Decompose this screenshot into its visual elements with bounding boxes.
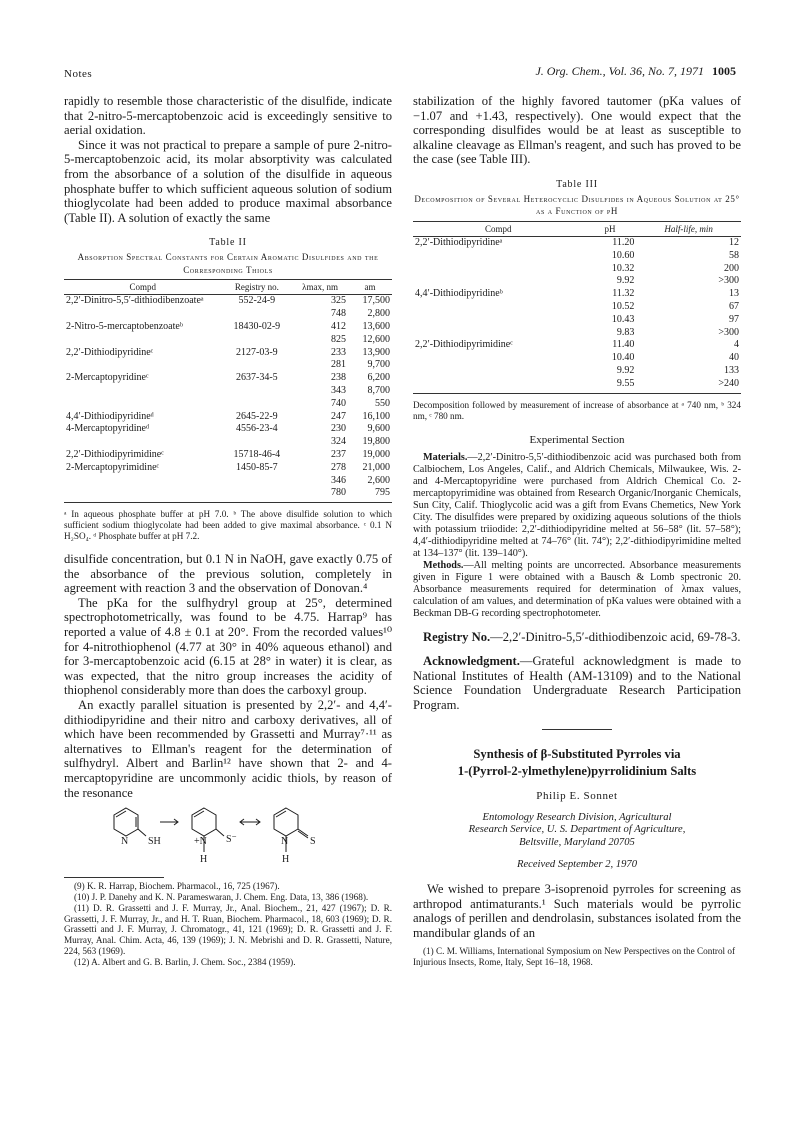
structure-label: S⁻	[226, 834, 237, 846]
table-cell	[221, 475, 292, 488]
table-cell	[413, 314, 584, 327]
table-cell: 19,800	[362, 436, 390, 448]
registry-paragraph	[413, 630, 741, 645]
reference-item: (12) A. Albert and G. B. Barlin, J. Chem. Soc., 2384 (1959).	[74, 956, 296, 967]
materials-text: —2,2′-Dinitro-5,5′-dithiodibenzoic acid was purchased both from Calbiochem, Los Angeles, Calif., and Aldrich Chemicals, Milwaukee, Wis. 2- and 4-Mercaptopyridine were purchased from Aldrich Chemical Co. 2-mercaptopyrimidine was obtained from Research Organic/Inorganic Chemicals, Sun City, Calif. Thioglycolic acid was a gift from Evans Chemetics, New York City. The disulfides were prepared by oxidizing aqueous solutions of the thiols with potassium triiodide: 2,2′-dithiodipyridine melted at 56–58° (lit. 57–58°); 4,4′-dithiodipyridine melted at 74–76° (lit. 74°); 2,2′-dithiodipyrimidine melted at 134–137° (lit. 139–140°).	[413, 451, 741, 559]
table-cell: 16,100	[362, 410, 390, 422]
affiliation-line: Entomology Research Division, Agricultural	[482, 811, 672, 823]
table-row	[64, 475, 392, 488]
table-row	[413, 365, 741, 378]
received-date: Received September 2, 1970	[516, 859, 637, 870]
table-cell	[64, 308, 221, 321]
table-cell	[64, 334, 221, 347]
section-heading-experimental: Experimental Section	[529, 433, 625, 446]
running-head-section: Notes	[64, 68, 93, 80]
table-cell: 2-Mercaptopyrimidineᶜ	[66, 461, 160, 473]
table-cell: 2637-34-5	[236, 372, 278, 384]
table-cell: 4,4′-Dithiodipyridineᵇ	[415, 288, 503, 300]
table-cell: 10.52	[611, 300, 635, 312]
table-cell	[413, 275, 584, 288]
author-name: Philip E. Sonnet	[536, 789, 618, 802]
registry-text: —2,2′-Dinitro-5,5′-dithiodibenzoic acid, 69-78-3.	[490, 629, 741, 644]
table-row	[413, 263, 741, 276]
column-header: am	[348, 280, 392, 295]
acknowledgment-paragraph	[413, 654, 741, 712]
resonance-structures	[64, 800, 392, 875]
table-header-row	[413, 221, 741, 236]
table-row	[413, 250, 741, 263]
table-cell	[413, 250, 584, 263]
table-row	[64, 449, 392, 462]
methods-paragraph	[413, 560, 741, 620]
table-row	[64, 334, 392, 347]
materials-paragraph	[413, 452, 741, 560]
paragraph: Since it was not practical to prepare a sample of pure 2-nitro-5-mercaptobenzoic acid, its molar absorptivity was calculated from the absorbance of a solution of the disulfide in aqueous phosphate buffer to which sufficient aqueous solution of sodium thioglycolate had been added to produce maximal absorbance (Table II). A solution of exactly the same	[64, 137, 392, 225]
table-row	[64, 308, 392, 321]
table-cell: 9.92	[616, 275, 635, 287]
structure-label: H	[282, 854, 290, 866]
table-cell: 748	[330, 308, 346, 320]
table-cell	[64, 398, 221, 411]
table-2-footnote: ᵃ In aqueous phosphate buffer at pH 7.0. ᵇ The above disulfide solution to which sufficient sodium thioglycolate had been added to give maximal absorbance. ᶜ 0.1 N H₂SO₄. ᵈ Phosphate buffer at pH 7.2.	[64, 509, 392, 542]
table-cell	[64, 359, 221, 372]
table-row	[64, 436, 392, 449]
table-cell: 2,2′-Dithiodipyridineᵃ	[415, 236, 503, 248]
table-row	[64, 487, 392, 500]
table-cell: 2,2′-Dithiodipyrimidineᶜ	[66, 448, 164, 460]
table-cell: >300	[718, 326, 739, 338]
table-cell: 10.40	[611, 352, 635, 364]
table-cell: 4-Mercaptopyridineᵈ	[66, 423, 150, 435]
table-cell: 2,800	[367, 308, 390, 320]
table-cell: 13,600	[362, 320, 390, 332]
table-cell: 58	[729, 249, 739, 261]
table-cell	[221, 385, 292, 398]
affiliation	[413, 812, 741, 850]
table-cell: 230	[330, 423, 346, 435]
table-2-bottom-rule	[64, 502, 392, 503]
table-cell: 15718-46-4	[233, 448, 281, 460]
structure-label: SH	[148, 836, 161, 848]
table-cell: >240	[718, 377, 739, 389]
table-cell: 200	[724, 262, 739, 274]
article-title	[413, 746, 741, 780]
article-separator	[542, 729, 612, 730]
table-cell: 1450-85-7	[236, 461, 278, 473]
table-cell	[413, 263, 584, 276]
column-header: Compd	[413, 221, 584, 236]
table-cell	[221, 308, 292, 321]
table-cell: 2,2′-Dinitro-5,5′-dithiodibenzoateᵃ	[66, 295, 204, 307]
table-cell: 10.32	[611, 262, 635, 274]
table-row	[64, 398, 392, 411]
table-row	[64, 295, 392, 308]
table-cell: 9,600	[367, 423, 390, 435]
table-cell: 2127-03-9	[236, 346, 278, 358]
table-cell: 9.92	[616, 364, 635, 376]
table-row	[413, 288, 741, 301]
table-cell: 412	[330, 320, 346, 332]
right-column	[413, 94, 741, 968]
table-cell	[64, 385, 221, 398]
reference-item: (10) J. P. Danehy and K. N. Parameswaran, J. Chem. Eng. Data, 13, 386 (1968).	[74, 891, 369, 902]
column-header: pH	[584, 221, 637, 236]
table-row	[64, 462, 392, 475]
table-cell	[413, 352, 584, 365]
journal-citation: J. Org. Chem., Vol. 36, No. 7, 1971	[535, 64, 704, 78]
table-cell: 11.32	[612, 288, 635, 300]
table-cell: 325	[330, 295, 346, 307]
table-cell: 97	[729, 313, 739, 325]
methods-label: Methods.	[423, 559, 464, 571]
table-cell	[413, 378, 584, 391]
table-cell: 247	[330, 410, 346, 422]
table-cell: 11.20	[612, 236, 635, 248]
table-cell	[221, 398, 292, 411]
table-cell: >300	[718, 275, 739, 287]
pyridine-ring	[114, 808, 138, 836]
table-row	[64, 359, 392, 372]
table-3-footnote: Decomposition followed by measurement of increase of absorbance at ᵃ 740 nm, ᵇ 324 nm, ᶜ 780 nm.	[413, 399, 741, 421]
table-cell: 281	[330, 359, 346, 371]
paragraph: An exactly parallel situation is presented by 2,2′- and 4,4′-dithiodipyridine and their nitro and carboxy derivatives, all of which have been recommended by Grassetti and Murray⁷·¹¹ as alternatives to Ellman's reagent for the determination of sulfhydryl. Albert and Barlin¹² have shown that 2- and 4-mercaptopyridine are uncommonly acidic thiols, by reason of the resonance	[64, 698, 392, 800]
table-cell: 4	[734, 339, 739, 351]
table-cell	[221, 436, 292, 449]
table-cell	[64, 475, 221, 488]
table-cell: 17,500	[362, 295, 390, 307]
table-cell: 13	[729, 288, 739, 300]
table-cell: 2-Nitro-5-mercaptobenzoateᵇ	[66, 320, 183, 332]
table-cell: 9.83	[616, 326, 635, 338]
table-cell: 21,000	[362, 461, 390, 473]
table-cell: 825	[330, 333, 346, 345]
table-row	[64, 411, 392, 424]
table-cell: 2,2′-Dithiodipyrimidineᶜ	[415, 339, 513, 351]
structure-label: H	[200, 854, 208, 866]
table-3-bottom-rule	[413, 393, 741, 394]
table-row	[413, 236, 741, 249]
registry-label: Registry No.	[423, 629, 491, 644]
table-cell: 238	[330, 372, 346, 384]
table-3	[413, 221, 741, 391]
table-row	[64, 372, 392, 385]
article-title-line: Synthesis of β-Substituted Pyrroles via	[473, 746, 681, 761]
column-header: Compd	[64, 280, 221, 295]
structure-label: N	[281, 836, 289, 848]
table-2	[64, 279, 392, 500]
table-row	[413, 314, 741, 327]
table-cell: 237	[330, 448, 346, 460]
table-cell: 343	[330, 384, 346, 396]
acknowledgment-label: Acknowledgment.	[423, 654, 520, 669]
affiliation-line: Research Service, U. S. Department of Agriculture,	[468, 824, 686, 835]
table-row	[64, 347, 392, 360]
table-cell	[221, 334, 292, 347]
paragraph: stabilization of the highly favored tautomer (pKa values of −1.07 and +1.43, respectively). One would expect that the corresponding disulfides would be at least as susceptible to alkaline cleavage as Ellman's reagent, and such has proved to be the case (see Table III).	[413, 94, 741, 167]
table-row	[64, 423, 392, 436]
left-column	[64, 94, 392, 968]
structure-label: S	[310, 836, 316, 848]
table-row	[413, 301, 741, 314]
page-number: 1005	[712, 64, 736, 78]
table-cell: 18430-02-9	[233, 320, 281, 332]
reference-list	[64, 881, 392, 967]
table-cell: 6,200	[367, 372, 390, 384]
column-header: Half-life, min	[636, 221, 741, 236]
column-header: Registry no.	[221, 280, 292, 295]
footnote-rule	[64, 877, 164, 878]
structure-label: +N	[194, 836, 207, 848]
paragraph: The pKa for the sulfhydryl group at 25°, determined spectrophotometrically, was found to be 4.75. Harrap⁹ has reported a value of 4.8 ± 0.1 at 20°. From the recorded values¹⁰ for 4-nitrothiophenol (4.77 at 30° in 40% aqueous ethanol) and for 3-mercaptobenzoic acid (6.15 at 28° in water) it is clear, as was expected, that the nitro group increases the acidity of thiophenol considerably more than does the carboxyl group.	[64, 595, 392, 698]
table-cell: 19,000	[362, 448, 390, 460]
table-cell: 12	[729, 236, 739, 248]
table-cell: 2-Mercaptopyridineᶜ	[66, 372, 149, 384]
table-row	[413, 378, 741, 391]
table-cell: 278	[330, 461, 346, 473]
table-cell: 2,600	[367, 474, 390, 486]
acknowledgment-text: —Grateful acknowledgment is made to National Institutes of Health (AM-13109) and to the National Science Foundation Undergraduate Research Participation Program.	[413, 654, 741, 712]
table-cell: 13,900	[362, 346, 390, 358]
table-row	[413, 327, 741, 340]
table-row	[413, 275, 741, 288]
running-head-journal	[535, 64, 736, 79]
table-cell: 8,700	[367, 384, 390, 396]
materials-label: Materials.	[423, 451, 468, 463]
table-row	[64, 321, 392, 334]
table-cell	[221, 487, 292, 500]
table-cell: 12,600	[362, 333, 390, 345]
reference-item: (9) K. R. Harrap, Biochem. Pharmacol., 16, 725 (1967).	[74, 881, 280, 892]
table-cell: 780	[330, 487, 346, 499]
table-cell	[221, 359, 292, 372]
table-cell: 11.40	[612, 339, 635, 351]
table-cell: 550	[375, 397, 390, 409]
table-cell	[413, 327, 584, 340]
methods-text: —All melting points are uncorrected. Absorbance measurements given in Figure 1 were obtained with a Bausch & Lomb spectronic 20. Absorbance measurements required for determination of λmax values, calculation of am values, and determination of pKa values were obtained with a Beckman DB-G recording spectrophotometer.	[413, 559, 741, 619]
table-row	[413, 352, 741, 365]
structure-label: N	[121, 836, 129, 848]
table-2-caption: Table II	[209, 237, 247, 249]
table-cell: 10.43	[611, 313, 635, 325]
table-cell: 2645-22-9	[236, 410, 278, 422]
table-row	[64, 385, 392, 398]
reference-item: (1) C. M. Williams, International Symposium on New Perspectives on the Control of Injurious Insects, Rome, Italy, Sept 16–18, 1968.	[413, 946, 736, 968]
table-cell: 4556-23-4	[236, 423, 278, 435]
table-cell	[64, 436, 221, 449]
table-cell: 9.55	[616, 377, 635, 389]
table-3-title: Decomposition of Several Heterocyclic Disulfides in Aqueous Solution at 25° as a Function of pH	[414, 193, 740, 217]
table-cell	[413, 365, 584, 378]
table-cell: 40	[729, 352, 739, 364]
table-cell: 10.60	[611, 249, 635, 261]
table-cell: 795	[375, 487, 390, 499]
table-cell: 324	[330, 436, 346, 448]
intro-paragraph: We wished to prepare 3-isoprenoid pyrroles for screening as arthropod antimaturants.¹ Such materials would be pyrrolic analogs of perillen and dendrolasin, substances isolated from the mandibular glands of an	[413, 882, 741, 940]
affiliation-line: Beltsville, Maryland 20705	[519, 836, 635, 848]
reference-item: (11) D. R. Grassetti and J. F. Murray, Jr., Anal. Biochem., 21, 427 (1967); D. R. Grassetti, J. F. Murray, Jr., and H. T. Ruan, Biochem. Pharmacol., 18, 603 (1969); D. R. Grassetti and J. F. Murray, J. Chromatogr., 41, 121 (1969); D. R. Grassetti and J. F. Murray, Anal. Chim. Acta, 46, 139 (1969); J. N. Mebrishi and D. R. Grassetti, Nature, 224, 563 (1969).	[64, 902, 392, 956]
table-cell: 9,700	[367, 359, 390, 371]
column-header: λmax, nm	[292, 280, 348, 295]
article-title-line: 1-(Pyrrol-2-ylmethylene)pyrrolidinium Salts	[457, 763, 697, 778]
table-3-caption: Table III	[556, 178, 598, 190]
table-cell: 4,4′-Dithiodipyridineᵈ	[66, 410, 154, 422]
table-cell: 233	[330, 346, 346, 358]
table-cell: 67	[729, 300, 739, 312]
table-header-row	[64, 280, 392, 295]
table-cell	[64, 487, 221, 500]
table-cell: 346	[330, 474, 346, 486]
table-cell: 133	[724, 364, 739, 376]
table-cell: 2,2′-Dithiodipyridineᶜ	[66, 346, 154, 358]
paragraph: disulfide concentration, but 0.1 N in NaOH, gave exactly 0.75 of the absorbance of the previous solution, completely in agreement with reaction 3 and the observation of Donovan.⁴	[64, 552, 392, 596]
table-cell	[413, 301, 584, 314]
table-cell: 740	[330, 397, 346, 409]
table-2-title: Absorption Spectral Constants for Certain Aromatic Disulfides and the Corresponding Thiols	[77, 252, 379, 275]
table-cell: 552-24-9	[238, 295, 276, 307]
table-row	[413, 339, 741, 352]
paragraph: rapidly to resemble those characteristic of the disulfide, indicate that 2-nitro-5-mercaptobenzoic acid is exceedingly sensitive to aerial oxidation.	[64, 94, 392, 138]
